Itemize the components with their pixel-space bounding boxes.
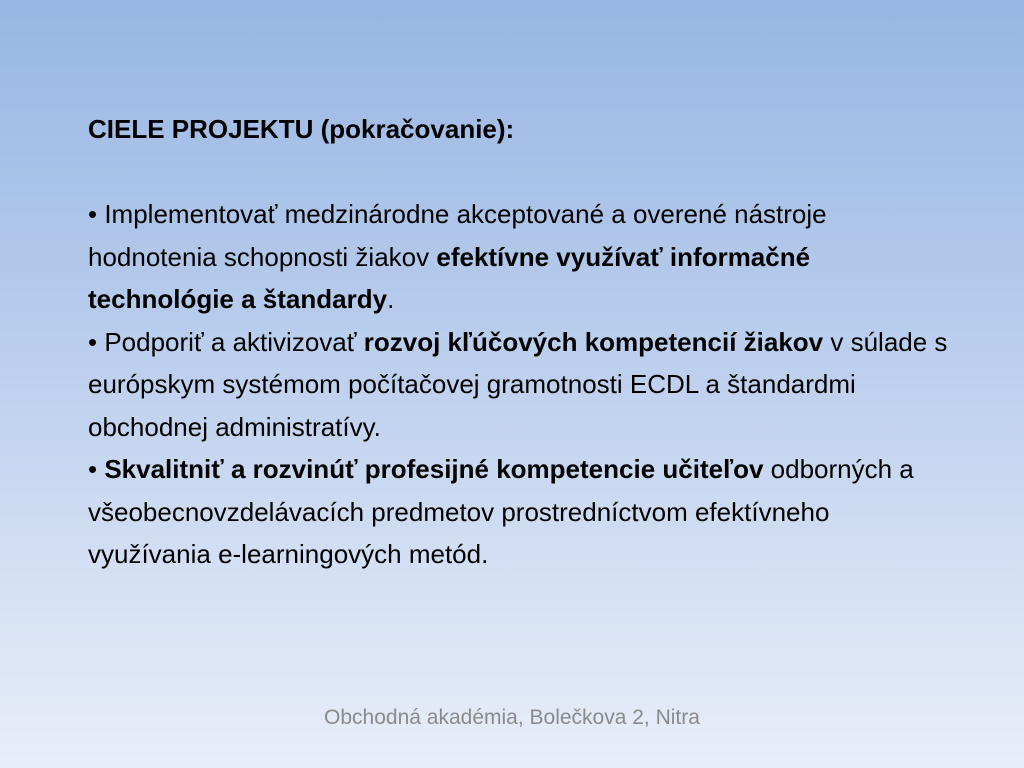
bullet-2-text-b: v súlade s európskym systémom počítačovej gramotnosti ECDL a štandardmi obchodnej administratívy. [88,326,948,442]
bullet-1-text-b: . [387,284,395,314]
bullet-2-text-a: Podporiť a aktivizovať [104,326,364,357]
bullet-marker: • [88,199,105,229]
bullet-marker: • [88,326,105,357]
bullet-item-2 [88,321,948,449]
bullet-3-text-a: odborných a všeobecnovzdelávacích predmetov prostredníctvom efektívneho využívania e-learningových metód. [88,454,914,569]
bullet-2-emphasis: rozvoj kľúčových kompetencií žiakov [363,326,824,357]
bullet-item-1 [88,193,948,321]
slide-title: CIELE PROJEKTU (pokračovanie): [88,114,515,144]
slide-content [88,108,948,576]
bullet-item-3 [88,448,948,576]
bullet-1-text-a: Implementovať medzinárodne akceptované a overené nástroje hodnotenia schopnosti žiakov [88,199,827,272]
blank-line [88,151,948,194]
bullet-1-emphasis: efektívne využívať informačné technológie a štandardy [88,241,811,314]
slide-footer: Obchodná akadémia, Bolečkova 2, Nitra [324,706,700,729]
bullet-marker: • [88,454,105,484]
bullet-3-emphasis: Skvalitniť a rozvinúť profesijné kompetencie učiteľov [104,454,764,484]
